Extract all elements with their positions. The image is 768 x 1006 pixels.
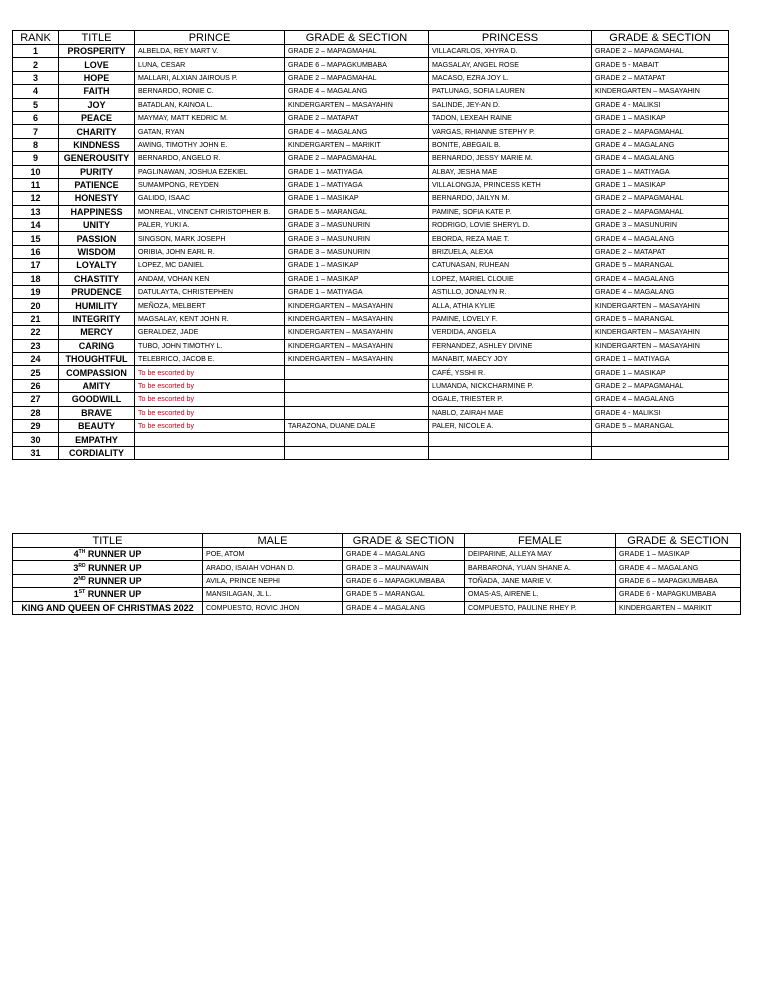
princess-cell: MACASO, EZRA JOY L. [429, 71, 592, 84]
princess-grade-cell: KINDERGARTEN – MASAYAHIN [592, 299, 729, 312]
male-grade-cell: GRADE 3 – MAUNAWAIN [343, 561, 465, 574]
title-cell: GENEROUSITY [59, 152, 135, 165]
princess-cell: LUMANDA, NICKCHARMINE P. [429, 379, 592, 392]
rank-cell: 3 [13, 71, 59, 84]
prince-cell: PALER, YUKI A. [135, 219, 285, 232]
prince-grade-cell [285, 446, 429, 459]
prince-grade-cell [285, 393, 429, 406]
male-grade-cell: GRADE 6 – MAPAGKUMBABA [343, 574, 465, 587]
rank-cell: 19 [13, 286, 59, 299]
title-cell: CHASTITY [59, 272, 135, 285]
princess-cell: RODRIGO, LOVIE SHERYL D. [429, 219, 592, 232]
header-female: FEMALE [465, 534, 616, 548]
prince-cell: ALBELDA, REY MART V. [135, 45, 285, 58]
princess-cell: VILLACARLOS, XHYRA D. [429, 45, 592, 58]
title-number: 3 [73, 562, 79, 573]
princess-cell: VILLALONGJA, PRINCESS KETH [429, 178, 592, 191]
princess-grade-cell: GRADE 1 – MASIKAP [592, 178, 729, 191]
princess-cell: VARGAS, RHIANNE STEPHY P. [429, 125, 592, 138]
male-grade-cell: GRADE 4 – MAGALANG [343, 601, 465, 614]
female-grade-cell: GRADE 1 – MASIKAP [616, 548, 741, 561]
title-cell: EMPATHY [59, 433, 135, 446]
prince-cell: BERNARDO, RONIE C. [135, 85, 285, 98]
princess-grade-cell: KINDERGARTEN – MASAYAHIN [592, 339, 729, 352]
princess-grade-cell: GRADE 1 – MASIKAP [592, 366, 729, 379]
rank-cell: 31 [13, 446, 59, 459]
table-row [13, 379, 729, 392]
rank-cell: 15 [13, 232, 59, 245]
table-row [13, 419, 729, 432]
header-title: TITLE [13, 534, 203, 548]
header-princess: PRINCESS [429, 31, 592, 45]
princess-cell: ALBAY, JESHA MAE [429, 165, 592, 178]
table-row [13, 111, 729, 124]
prince-cell: TELEBRICO, JACOB E. [135, 352, 285, 365]
female-cell: BARBARONA, YUAN SHANE A. [465, 561, 616, 574]
princess-cell: CATUNASAN, RUHEAN [429, 259, 592, 272]
title-text: RUNNER UP [85, 549, 142, 560]
princess-cell: OGALE, TRIESTER P. [429, 393, 592, 406]
prince-grade-cell: GRADE 4 – MAGALANG [285, 125, 429, 138]
title-cell: CHARITY [59, 125, 135, 138]
princess-cell: ASTILLO, JONALYN R. [429, 286, 592, 299]
title-number: 1 [73, 589, 79, 600]
title-cell: PROSPERITY [59, 45, 135, 58]
prince-cell: AWING, TIMOTHY JOHN E. [135, 138, 285, 151]
title-text: RUNNER UP [85, 589, 142, 600]
title-cell [13, 561, 203, 574]
table-row [13, 601, 741, 614]
prince-cell [135, 433, 285, 446]
table-row [13, 125, 729, 138]
title-text: RUNNER UP [85, 575, 142, 586]
title-cell: COMPASSION [59, 366, 135, 379]
table-row [13, 393, 729, 406]
title-cell: HOPE [59, 71, 135, 84]
prince-cell: GATAN, RYAN [135, 125, 285, 138]
table-row [13, 98, 729, 111]
table-row [13, 299, 729, 312]
rank-cell: 26 [13, 379, 59, 392]
princess-cell: TADON, LEXEAH RAINE [429, 111, 592, 124]
table-row [13, 152, 729, 165]
table-row [13, 574, 741, 587]
rank-cell: 2 [13, 58, 59, 71]
rank-cell: 13 [13, 205, 59, 218]
title-cell [13, 588, 203, 601]
table-row [13, 45, 729, 58]
prince-cell: To be escorted by [135, 393, 285, 406]
prince-grade-cell: GRADE 2 – MATAPAT [285, 111, 429, 124]
title-cell: KINDNESS [59, 138, 135, 151]
prince-cell: To be escorted by [135, 419, 285, 432]
prince-cell: BERNARDO, ANGELO R. [135, 152, 285, 165]
header-princess-grade-section: GRADE & SECTION [592, 31, 729, 45]
princess-grade-cell: GRADE 4 – MAGALANG [592, 393, 729, 406]
princess-cell: CAFÉ, YSSHI R. [429, 366, 592, 379]
prince-grade-cell: GRADE 1 – MATIYAGA [285, 178, 429, 191]
princess-grade-cell: GRADE 2 – MAPAGMAHAL [592, 192, 729, 205]
princess-cell: PALER, NICOLE A. [429, 419, 592, 432]
prince-grade-cell: KINDERGARTEN – MASAYAHIN [285, 352, 429, 365]
title-cell: LOYALTY [59, 259, 135, 272]
rank-cell: 9 [13, 152, 59, 165]
rank-cell: 5 [13, 98, 59, 111]
prince-cell: ANDAM, VOHAN KEN [135, 272, 285, 285]
title-cell: BRAVE [59, 406, 135, 419]
rank-cell: 4 [13, 85, 59, 98]
princess-grade-cell: GRADE 4 – MAGALANG [592, 286, 729, 299]
title-ordinal-suffix: RD [78, 562, 86, 569]
princess-cell: EBORDA, REZA MAE T. [429, 232, 592, 245]
prince-grade-cell: GRADE 1 – MASIKAP [285, 192, 429, 205]
title-ordinal-suffix: ND [78, 575, 86, 582]
princess-grade-cell [592, 433, 729, 446]
prince-cell: MAYMAY, MATT KEDRIC M. [135, 111, 285, 124]
princess-cell: BONITE, ABEGAIL B. [429, 138, 592, 151]
title-cell: PATIENCE [59, 178, 135, 191]
pageant-ranking-table [12, 30, 729, 460]
winners-table [12, 533, 741, 615]
princess-grade-cell: GRADE 5 – MARANGAL [592, 312, 729, 325]
prince-grade-cell: TARAZONA, DUANE DALE [285, 419, 429, 432]
princess-grade-cell: GRADE 2 – MAPAGMAHAL [592, 125, 729, 138]
prince-grade-cell: GRADE 1 – MATIYAGA [285, 286, 429, 299]
princess-cell [429, 446, 592, 459]
table-row [13, 219, 729, 232]
female-cell: TOÑADA, JANE MARIE V. [465, 574, 616, 587]
prince-grade-cell [285, 379, 429, 392]
table-row [13, 406, 729, 419]
prince-cell: GERALDEZ, JADE [135, 326, 285, 339]
female-cell: COMPUESTO, PAULINE RHEY P. [465, 601, 616, 614]
princess-cell: MANABIT, MAECY JOY [429, 352, 592, 365]
header-prince: PRINCE [135, 31, 285, 45]
header-prince-grade-section: GRADE & SECTION [285, 31, 429, 45]
prince-cell: LUNA, CESAR [135, 58, 285, 71]
title-cell: CORDIALITY [59, 446, 135, 459]
male-grade-cell: GRADE 5 – MARANGAL [343, 588, 465, 601]
female-grade-cell: GRADE 6 – MAPAGKUMBABA [616, 574, 741, 587]
prince-grade-cell: KINDERGARTEN – MASAYAHIN [285, 326, 429, 339]
prince-grade-cell: GRADE 1 – MASIKAP [285, 259, 429, 272]
rank-cell: 11 [13, 178, 59, 191]
title-cell: PASSION [59, 232, 135, 245]
princess-grade-cell: GRADE 4 – MAGALANG [592, 138, 729, 151]
title-cell: HAPPINESS [59, 205, 135, 218]
princess-grade-cell: GRADE 2 – MATAPAT [592, 245, 729, 258]
prince-cell: TUBO, JOHN TIMOTHY L. [135, 339, 285, 352]
rank-cell: 18 [13, 272, 59, 285]
rank-cell: 12 [13, 192, 59, 205]
princess-cell: PAMINE, SOFIA KATE P. [429, 205, 592, 218]
title-cell: MERCY [59, 326, 135, 339]
rank-cell: 24 [13, 352, 59, 365]
table-row [13, 205, 729, 218]
female-cell: DEIPARINE, ALLEYA MAY [465, 548, 616, 561]
title-cell: WISDOM [59, 245, 135, 258]
table-header-row [13, 31, 729, 45]
rank-cell: 29 [13, 419, 59, 432]
princess-cell: PATLUNAG, SOFIA LAUREN [429, 85, 592, 98]
princess-grade-cell: GRADE 4 - MALIKSI [592, 406, 729, 419]
prince-cell: To be escorted by [135, 406, 285, 419]
table-row [13, 138, 729, 151]
title-cell: PRUDENCE [59, 286, 135, 299]
prince-cell: To be escorted by [135, 366, 285, 379]
title-ordinal-suffix: TH [78, 549, 86, 556]
prince-grade-cell: GRADE 5 – MARANGAL [285, 205, 429, 218]
prince-cell: SUMAMPONG, REYDEN [135, 178, 285, 191]
prince-cell [135, 446, 285, 459]
princess-cell: MAGSALAY, ANGEL ROSE [429, 58, 592, 71]
table-row [13, 366, 729, 379]
title-cell: HUMILITY [59, 299, 135, 312]
prince-cell: BATADLAN, KAINOA L. [135, 98, 285, 111]
prince-cell: ORIBIA, JOHN EARL R. [135, 245, 285, 258]
rank-cell: 14 [13, 219, 59, 232]
prince-grade-cell: KINDERGARTEN – MARIKIT [285, 138, 429, 151]
title-cell: GOODWILL [59, 393, 135, 406]
header-rank: RANK [13, 31, 59, 45]
prince-grade-cell: GRADE 2 – MAPAGMAHAL [285, 71, 429, 84]
prince-grade-cell: GRADE 3 – MASUNURIN [285, 219, 429, 232]
princess-cell: FERNANDEZ, ASHLEY DIVINE [429, 339, 592, 352]
table-row [13, 433, 729, 446]
rank-cell: 30 [13, 433, 59, 446]
prince-cell: GALIDO, ISAAC [135, 192, 285, 205]
princess-grade-cell: KINDERGARTEN – MASAYAHIN [592, 326, 729, 339]
table-row [13, 178, 729, 191]
prince-grade-cell: GRADE 1 – MASIKAP [285, 272, 429, 285]
princess-grade-cell: KINDERGARTEN – MASAYAHIN [592, 85, 729, 98]
prince-grade-cell: KINDERGARTEN – MASAYAHIN [285, 312, 429, 325]
table-row [13, 548, 741, 561]
title-number: 2 [73, 575, 79, 586]
table-header-row [13, 534, 741, 548]
prince-grade-cell: KINDERGARTEN – MASAYAHIN [285, 339, 429, 352]
princess-cell: ALLA, ATHIA KYLIE [429, 299, 592, 312]
princess-grade-cell: GRADE 5 – MARANGAL [592, 419, 729, 432]
princess-grade-cell: GRADE 1 – MASIKAP [592, 111, 729, 124]
table-row [13, 232, 729, 245]
prince-cell: MALLARI, ALXIAN JAIROUS P. [135, 71, 285, 84]
rank-cell: 23 [13, 339, 59, 352]
prince-grade-cell: KINDERGARTEN – MASAYAHIN [285, 98, 429, 111]
prince-grade-cell: GRADE 3 – MASUNURIN [285, 245, 429, 258]
prince-grade-cell: GRADE 2 – MAPAGMAHAL [285, 152, 429, 165]
princess-grade-cell: GRADE 4 – MAGALANG [592, 152, 729, 165]
female-grade-cell: KINDERGARTEN – MARIKIT [616, 601, 741, 614]
princess-grade-cell: GRADE 4 – MAGALANG [592, 272, 729, 285]
male-cell: POE, ATOM [203, 548, 343, 561]
prince-cell: LOPEZ, MC DANIEL [135, 259, 285, 272]
prince-cell: MEÑOZA, MELBERT [135, 299, 285, 312]
princess-grade-cell: GRADE 5 - MABAIT [592, 58, 729, 71]
title-cell: THOUGHTFUL [59, 352, 135, 365]
title-cell: JOY [59, 98, 135, 111]
table-row [13, 588, 741, 601]
princess-cell: BRIZUELA, ALEXA [429, 245, 592, 258]
prince-cell: To be escorted by [135, 379, 285, 392]
table-row [13, 245, 729, 258]
table-row [13, 312, 729, 325]
table-row [13, 259, 729, 272]
male-cell: MANSILAGAN, JL L. [203, 588, 343, 601]
rank-cell: 1 [13, 45, 59, 58]
table-row [13, 192, 729, 205]
princess-cell: NABLO, ZAIRAH MAE [429, 406, 592, 419]
prince-cell: PAGLINAWAN, JOSHUA EZEKIEL [135, 165, 285, 178]
rank-cell: 21 [13, 312, 59, 325]
rank-cell: 22 [13, 326, 59, 339]
title-number: 4 [73, 549, 79, 560]
princess-grade-cell: GRADE 1 – MATIYAGA [592, 352, 729, 365]
title-cell [13, 601, 203, 614]
title-cell: LOVE [59, 58, 135, 71]
title-text: KING AND QUEEN OF CHRISTMAS 2022 [21, 602, 194, 613]
table-row [13, 326, 729, 339]
male-cell: AVILA, PRINCE NEPHI [203, 574, 343, 587]
title-cell: BEAUTY [59, 419, 135, 432]
header-male: MALE [203, 534, 343, 548]
header-title: TITLE [59, 31, 135, 45]
prince-cell: SINGSON, MARK JOSEPH [135, 232, 285, 245]
prince-cell: DATULAYTA, CHRISTEPHEN [135, 286, 285, 299]
rank-cell: 17 [13, 259, 59, 272]
rank-cell: 16 [13, 245, 59, 258]
title-cell: PEACE [59, 111, 135, 124]
female-grade-cell: GRADE 4 – MAGALANG [616, 561, 741, 574]
princess-cell: SALINDE, JEY-AN D. [429, 98, 592, 111]
princess-cell: BERNARDO, JAILYN M. [429, 192, 592, 205]
princess-grade-cell: GRADE 3 – MASUNURIN [592, 219, 729, 232]
title-cell: FAITH [59, 85, 135, 98]
male-cell: ARADO, ISAIAH VOHAN D. [203, 561, 343, 574]
title-text: RUNNER UP [85, 562, 142, 573]
rank-cell: 10 [13, 165, 59, 178]
princess-cell: LOPEZ, MARIEL CLOUIE [429, 272, 592, 285]
title-cell [13, 574, 203, 587]
male-cell: COMPUESTO, ROVIC JHON [203, 601, 343, 614]
title-cell: AMITY [59, 379, 135, 392]
table-row [13, 286, 729, 299]
rank-cell: 28 [13, 406, 59, 419]
header-male-grade-section: GRADE & SECTION [343, 534, 465, 548]
princess-grade-cell: GRADE 4 - MALIKSI [592, 98, 729, 111]
table-row [13, 352, 729, 365]
table-row [13, 339, 729, 352]
prince-grade-cell [285, 433, 429, 446]
princess-cell [429, 433, 592, 446]
princess-grade-cell: GRADE 1 – MATIYAGA [592, 165, 729, 178]
table-row [13, 85, 729, 98]
prince-grade-cell: GRADE 2 – MAPAGMAHAL [285, 45, 429, 58]
prince-grade-cell: GRADE 4 – MAGALANG [285, 85, 429, 98]
table-row [13, 71, 729, 84]
prince-grade-cell: GRADE 1 – MATIYAGA [285, 165, 429, 178]
princess-grade-cell: GRADE 2 – MAPAGMAHAL [592, 45, 729, 58]
male-grade-cell: GRADE 4 – MAGALANG [343, 548, 465, 561]
title-cell [13, 548, 203, 561]
prince-grade-cell [285, 406, 429, 419]
princess-grade-cell [592, 446, 729, 459]
princess-cell: BERNARDO, JESSY MARIE M. [429, 152, 592, 165]
princess-grade-cell: GRADE 2 – MATAPAT [592, 71, 729, 84]
table-row [13, 165, 729, 178]
rank-cell: 27 [13, 393, 59, 406]
prince-cell: MAGSALAY, KENT JOHN R. [135, 312, 285, 325]
title-cell: UNITY [59, 219, 135, 232]
title-cell: HONESTY [59, 192, 135, 205]
table-row [13, 561, 741, 574]
princess-grade-cell: GRADE 2 – MAPAGMAHAL [592, 379, 729, 392]
table-row [13, 272, 729, 285]
female-grade-cell: GRADE 6 - MAPAGKUMBABA [616, 588, 741, 601]
princess-cell: PAMINE, LOVELY F. [429, 312, 592, 325]
table-row [13, 446, 729, 459]
title-cell: PURITY [59, 165, 135, 178]
prince-grade-cell: KINDERGARTEN – MASAYAHIN [285, 299, 429, 312]
rank-cell: 20 [13, 299, 59, 312]
prince-grade-cell: GRADE 3 – MASUNURIN [285, 232, 429, 245]
princess-grade-cell: GRADE 2 – MAPAGMAHAL [592, 205, 729, 218]
title-cell: CARING [59, 339, 135, 352]
table-row [13, 58, 729, 71]
prince-cell: MONREAL, VINCENT CHRISTOPHER B. [135, 205, 285, 218]
title-ordinal-suffix: ST [78, 589, 86, 596]
rank-cell: 8 [13, 138, 59, 151]
rank-cell: 25 [13, 366, 59, 379]
princess-grade-cell: GRADE 4 – MAGALANG [592, 232, 729, 245]
princess-grade-cell: GRADE 5 – MARANGAL [592, 259, 729, 272]
header-female-grade-section: GRADE & SECTION [616, 534, 741, 548]
prince-grade-cell: GRADE 6 – MAPAGKUMBABA [285, 58, 429, 71]
title-cell: INTEGRITY [59, 312, 135, 325]
rank-cell: 6 [13, 111, 59, 124]
rank-cell: 7 [13, 125, 59, 138]
female-cell: OMAS-AS, AIRENE L. [465, 588, 616, 601]
prince-grade-cell [285, 366, 429, 379]
princess-cell: VERDIDA, ANGELA [429, 326, 592, 339]
